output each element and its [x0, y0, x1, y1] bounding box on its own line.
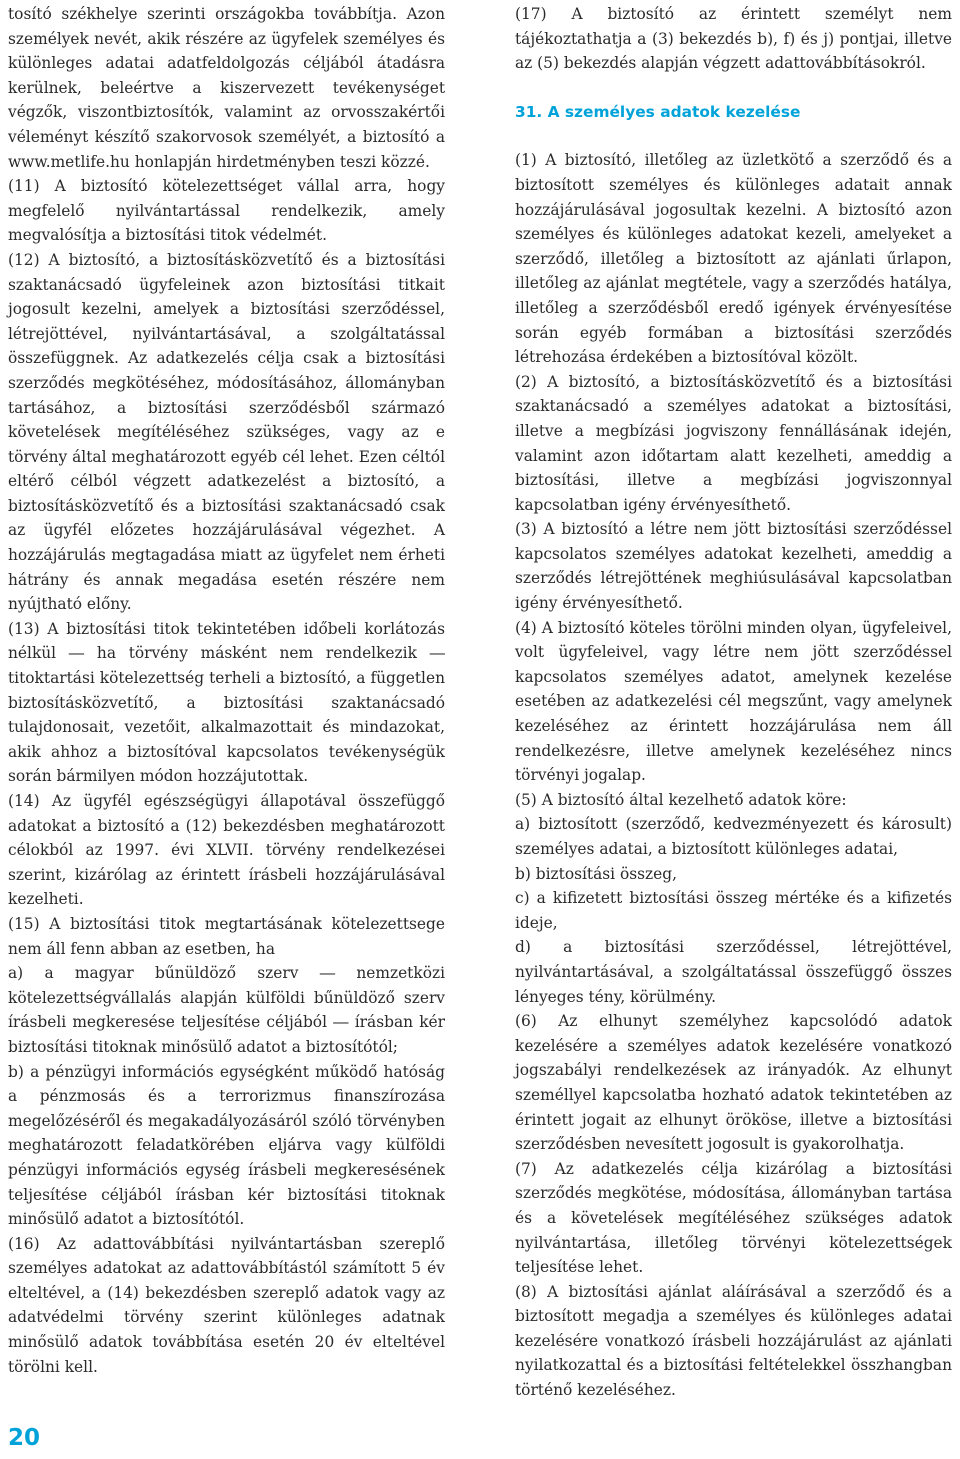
- section-paragraph-5-a: a) biztosított (szerződő, kedvezményezett és károsult) személyes adatai, a biztosított különleges adatai,: [515, 815, 952, 858]
- paragraph-15-b: b) a pénzügyi információs egységként működő hatóság a pénzmosás és a terrorizmus finanszírozása megelőzéséről és megakadályozásáról szóló törvényben meghatározott feladatkörében eljárva vagy külföldi pénzügyi információs egység írásbeli megkeresésének teljesítése céljából írásban kér biztosítási titoknak minősülő adatot a biztosítótól.: [8, 1062, 445, 1229]
- section-paragraph-8: (8) A biztosítási ajánlat aláírásával a szerződő és a biztosított megadja a személyes és különleges adatai kezelésére vonatkozó írásbeli hozzájárulást az ajánlati nyilatkozattal és a biztosítási feltételekkel összhangban történő kezeléséhez.: [515, 1282, 952, 1400]
- paragraph-16: (16) Az adattovábbítási nyilvántartásban szereplő személyes adatokat az adattovábbítástól számított 5 év elteltével, a (14) bekezdésben szereplő adatok vagy az adatvédelmi törvény szerint különleges adatnak minősülő adatok továbbítása esetén 20 év elteltével törölni kell.: [8, 1234, 445, 1376]
- spacer: [515, 76, 952, 100]
- paragraph-15: (15) A biztosítási titok megtartásának kötelezettsege nem áll fenn abban az esetben, ha: [8, 914, 445, 958]
- section-paragraph-2: (2) A biztosító, a biztosításközvetítő és a biztosítási szaktanácsadó a személyes adatokat a biztosítási, illetve a megbízási jogviszony fennállásának idején, valamint azon időtartam alatt kezelheti, ameddig a biztosítási, illetve a megbízási jogviszonnyal kapcsolatban igény érvényesíthető.: [515, 372, 952, 514]
- section-paragraph-1: (1) A biztosító, illetőleg az üzletkötő a szerződő és a biztosított személyes és különleges adatait annak hozzájárulásával jogosultak kezelni. A biztosító azon személyes és különleges adatokat kezeli, amelyeket a szerződő, illetőleg a biztosított az ajánlati űrlapon, illetőleg az ajánlat megtétele, vagy a szerződés hatálya, illetőleg a szerződésből eredő igények érvényesítése során egyéb formában a biztosítási szerződés létrehozása érdekében a biztosítóval közölt.: [515, 151, 952, 367]
- paragraph-13: (13) A biztosítási titok tekintetében időbeli korlátozás nélkül ― ha törvény másként nem rendelkezik ― titoktartási kötelezettség terheli a biztosító, a független biztosításközvetítő, a biztosítási szaktanácsadó tulajdonosait, vezetőit, alkalmazottait és mindazokat, akik ahhoz a biztosítóval kapcsolatos tevékenységük során bármilyen módon hozzájutottak.: [8, 619, 445, 786]
- page-number: 20: [8, 1425, 41, 1451]
- paragraph-15-a: a) a magyar bűnüldöző szerv ― nemzetközi kötelezettségvállalás alapján külföldi bűnüldöző szerv írásbeli megkeresése teljesítése céljából ― írásban kér biztosítási titoknak minősülő adatot a biztosítótól;: [8, 964, 445, 1056]
- right-column: [515, 2, 952, 1403]
- section-paragraph-5-d: d) a biztosítási szerződéssel, létrejöttével, nyilvántartásával, a szolgáltatással összefüggő összes lényeges tény, körülmény.: [515, 938, 952, 1006]
- section-paragraph-5-b: b) biztosítási összeg,: [515, 864, 678, 883]
- paragraph-11: (11) A biztosító kötelezettséget vállal arra, hogy megfelelő nyilvántartással rendelkezik, amely megvalósítja a biztosítási titok védelmét.: [8, 177, 445, 245]
- section-paragraph-4: (4) A biztosító köteles törölni minden olyan, ügyfeleivel, volt ügyfeleivel, vagy létre nem jött szerződéssel kapcsolatos személyes adatot, amelynek kezelése esetében az adatkezelési cél megszűnt, vagy amelynek kezeléséhez az érintett hozzájárulása nem áll rendelkezésre, illetve amelynek kezeléséhez nincs törvényi jogalap.: [515, 618, 952, 785]
- spacer: [515, 124, 952, 148]
- paragraph-14: (14) Az ügyfél egészségügyi állapotával összefüggő adatokat a biztosító a (12) bekezdésben meghatározott célokból az 1997. évi XLVII. törvény rendelkezései szerint, kizárólag az érintett írásbeli hozzájárulásával kezelheti.: [8, 792, 445, 909]
- paragraph-continuation: tosító székhelye szerinti országokba továbbítja. Azon személyek nevét, akik részére az ügyfelek személyes és különleges adatai adatfeldolgozás céljából átadásra kerülnek, beleértve a kiszervezett tevékenységet végzők, viszontbiztosítók, valamint az orvosszakértői véleményt készítő szakorvosok személyét, a biztosító a www.metlife.hu honlapján hirdetményben teszi közzé.: [8, 5, 445, 171]
- paragraph-12: (12) A biztosító, a biztosításközvetítő és a biztosítási szaktanácsadó ügyfeleinek azon biztosítási titkait jogosult kezelni, amelyek a biztosítási szerződéssel, létrejöttével, nyilvántartásával, a szolgáltatással összefüggnek. Az adatkezelés célja csak a biztosítási szerződés megkötéséhez, módosításához, állományban tartásához, a biztosítási szerződésből származó követelések megítéléséhez szükséges, vagy az e törvény által meghatározott egyéb cél lehet. Ezen céltól eltérő célból végzett adatkezelést a biztosító, a biztosításközvetítő és a biztosítási szaktanácsadó csak az ügyfél előzetes hozzájárulásával végezhet. A hozzájárulás megtagadása miatt az ügyfelet nem érheti hátrány és annak megadása esetén részére nem nyújtható előny.: [8, 250, 445, 614]
- left-column: [8, 2, 445, 1379]
- section-paragraph-6: (6) Az elhunyt személyhez kapcsolódó adatok kezelésére a személyes adatok kezelésére vonatkozó jogszabályi rendelkezések az irányadók. Az elhunyt személlyel kapcsolatba hozható adatok tekintetében az érintett jogait az elhunyt örököse, illetve a biztosítási szerződésben nevesített jogosult is gyakorolhatja.: [515, 1012, 952, 1154]
- section-paragraph-3: (3) A biztosító a létre nem jött biztosítási szerződéssel kapcsolatos személyes adatokat kezelheti, ameddig a szerződés létrejöttének meghiúsulásával kapcsolatban igény érvényesíthető.: [515, 520, 952, 613]
- section-heading: 31. A személyes adatok kezelése: [515, 102, 801, 121]
- paragraph-17: (17) A biztosító az érintett személyt nem tájékoztathatja a (3) bekezdés b), f) és j) pontjai, illetve az (5) bekezdés alapján végzett adattovábbításokról.: [515, 5, 952, 73]
- section-paragraph-5-c: c) a kifizetett biztosítási összeg mértéke és a kifizetés ideje,: [515, 889, 952, 932]
- section-paragraph-5: (5) A biztosító által kezelhető adatok köre:: [515, 790, 847, 809]
- section-paragraph-7: (7) Az adatkezelés célja kizárólag a biztosítási szerződés megkötése, módosítása, állományban tartása és a követelések megítéléséhez szükséges adatok nyilvántartása, illetőleg törvényi kötelezettségek teljesítése lehet.: [515, 1159, 952, 1277]
